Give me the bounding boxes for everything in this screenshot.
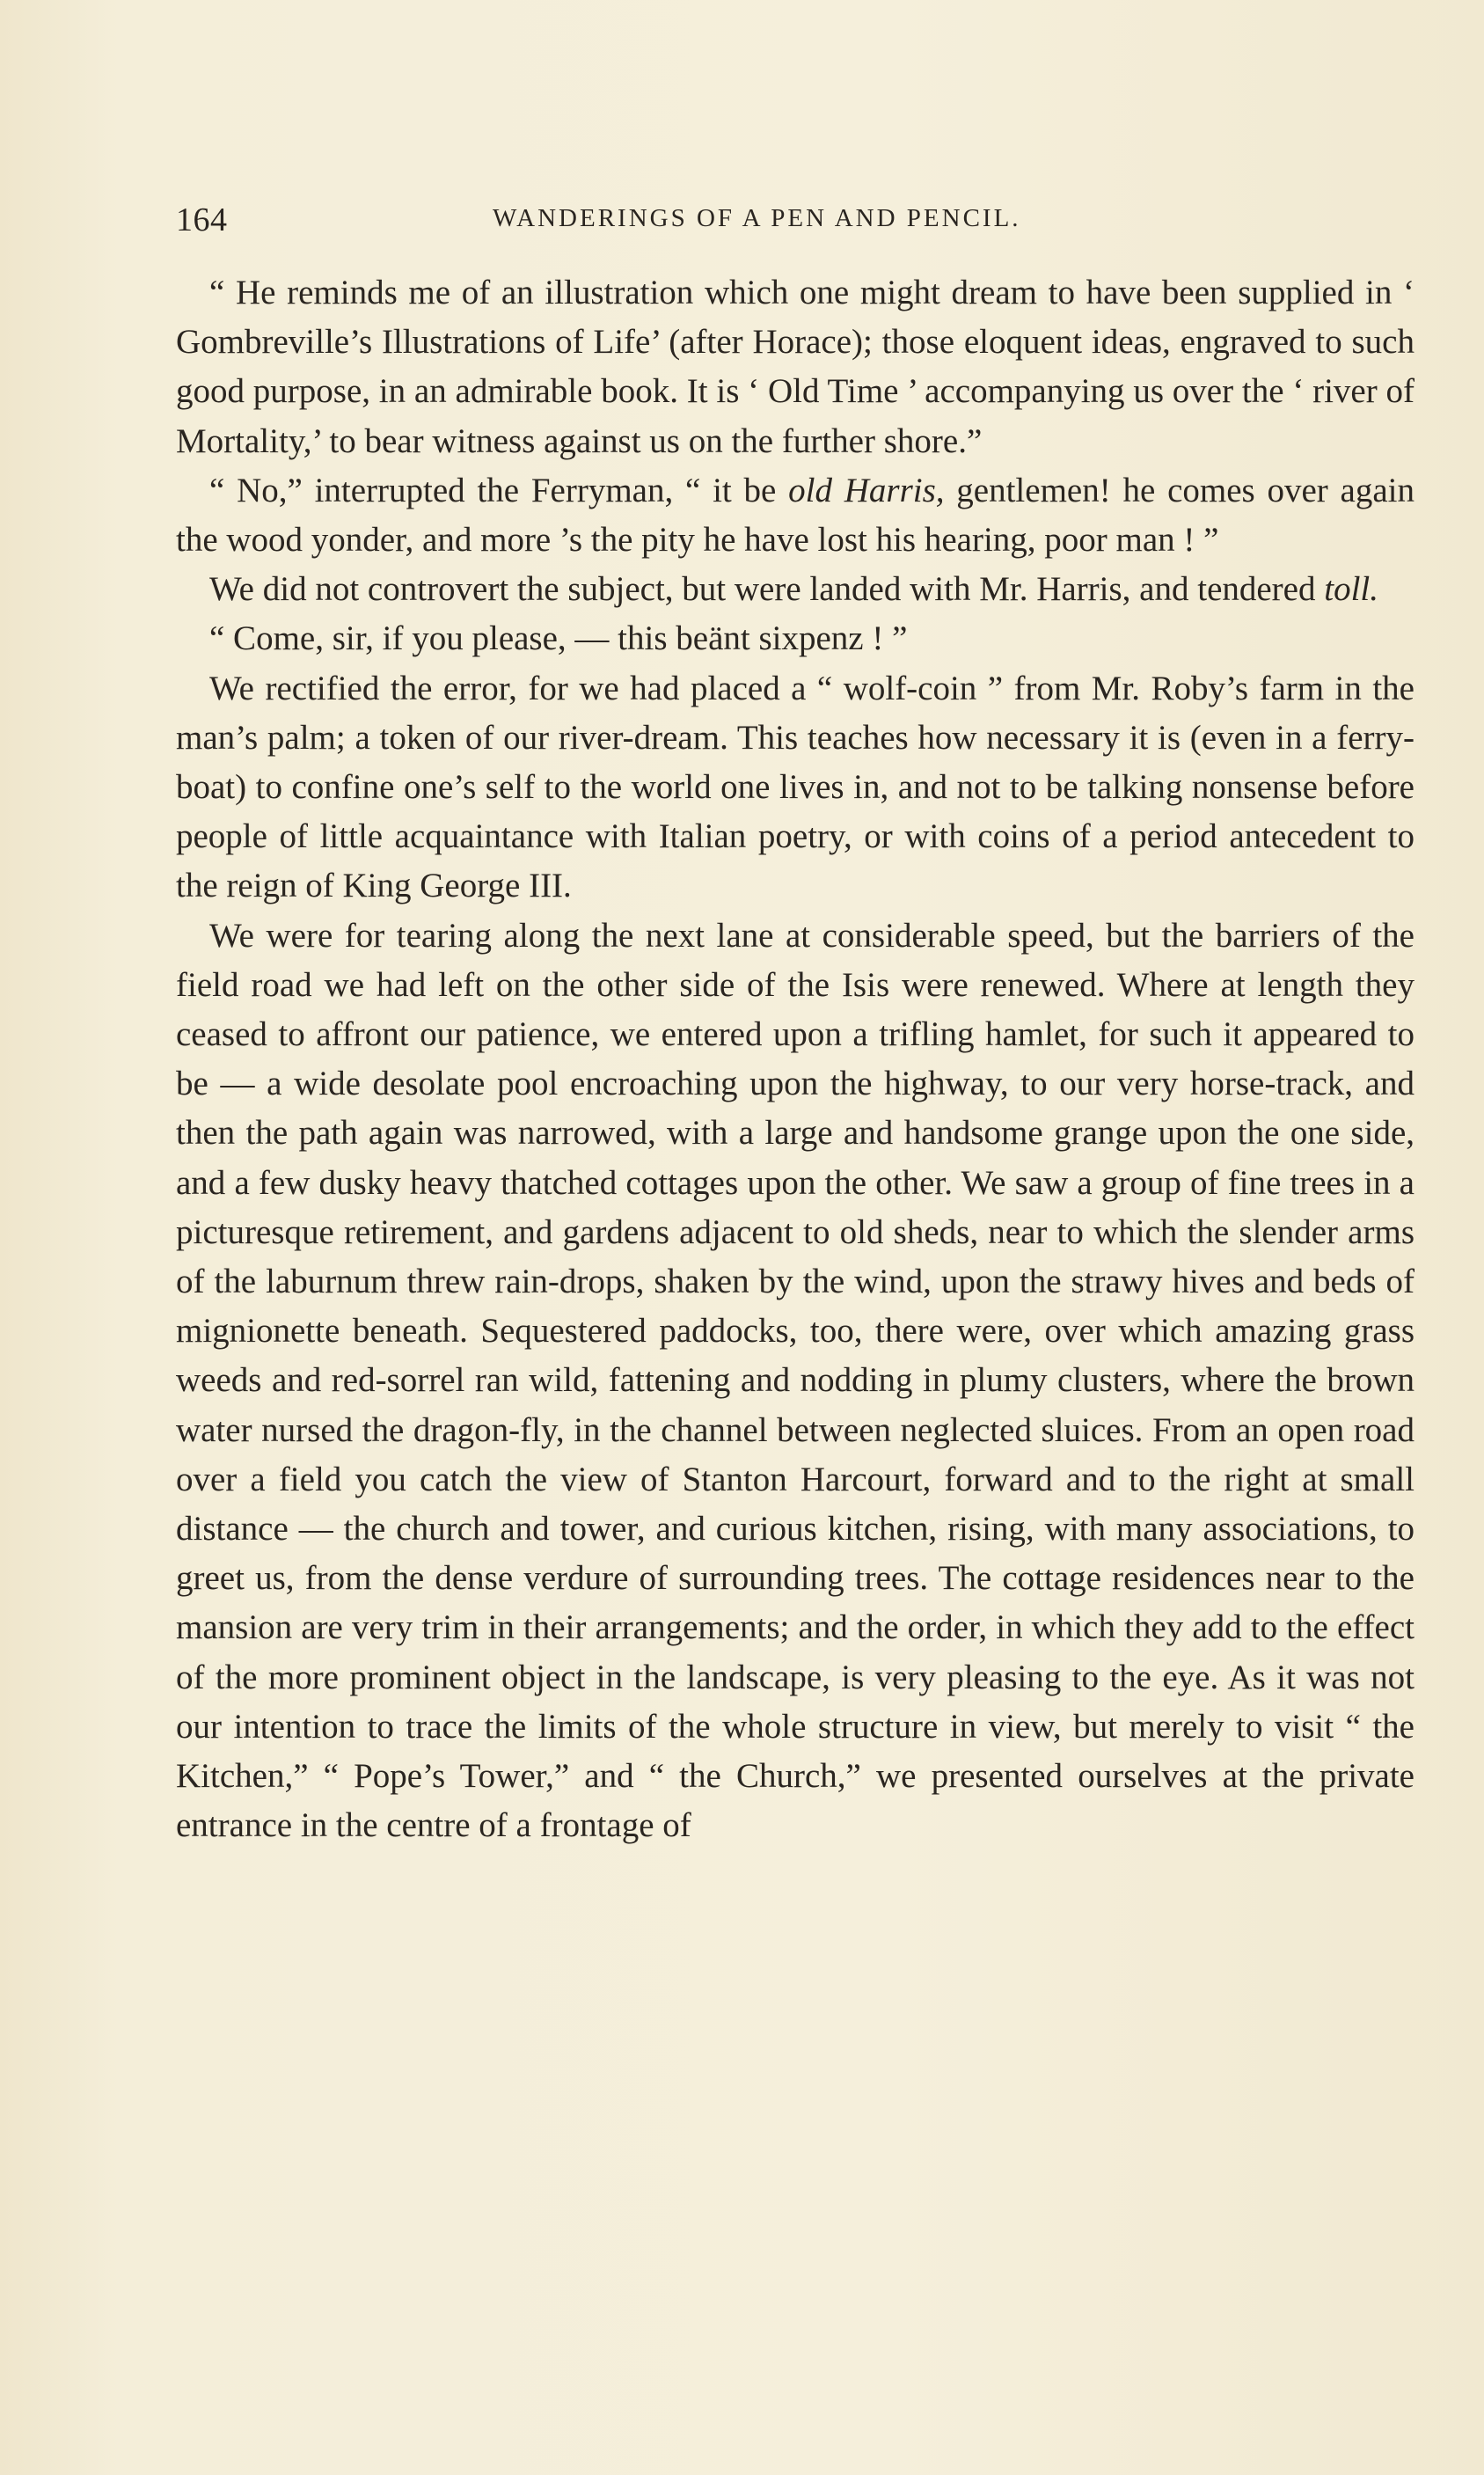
text-segment: “ He reminds me of an illustration which one might dream to have been supplied in ‘ Gombreville’s Illustrations of Life’ (after Horace); those eloquent ideas, engraved to such good purpose, in an admirable book. It is ‘ Old Time ’ accompanying us over the ‘ river of Mortality,’ to bear witness against us on the further shore.” bbox=[176, 274, 1415, 460]
paragraph-5 bbox=[176, 664, 1415, 912]
body-text bbox=[176, 268, 1415, 1851]
page-number: 164 bbox=[176, 201, 228, 238]
paragraph-3 bbox=[176, 565, 1415, 614]
text-segment: “ No,” interrupted the Ferryman, “ it be bbox=[209, 471, 789, 509]
paragraph-1 bbox=[176, 268, 1415, 466]
paragraph-2 bbox=[176, 466, 1415, 565]
text-segment: We were for tearing along the next lane at considerable speed, but the barriers of the field road we had left on the other side of the Isis were renewed. Where at length they ceased to affront our patience, we entered upon a trifling hamlet, for such it appeared to be — a wide desolate pool encroaching upon the highway, to our very horse-track, and then the path again was narrowed, with a large and handsome grange upon the one side, and a few dusky heavy thatched cottages upon the other. We saw a group of fine trees in a picturesque retirement, and gardens adjacent to old sheds, near to which the slender arms of the laburnum threw rain-drops, shaken by the wind, upon the strawy hives and beds of mignionette beneath. Sequestered paddocks, too, there were, over which amazing grass weeds and red-sorrel ran wild, fattening and nodding in plumy clusters, where the brown water nursed the dragon-fly, in the channel between neglected sluices. From an open road over a field you catch the view of Stanton Harcourt, forward and to the right at small distance — the church and tower, and curious kitchen, rising, with many associations, to greet us, from the dense verdure of surrounding trees. The cottage residences near to the mansion are very trim in their arrangements; and the order, in which they add to the effect of the more prominent object in the landscape, is very pleasing to the eye. As it was not our intention to trace the limits of the whole structure in view, but merely to visit “ the Kitchen,” “ Pope’s Tower,” and “ the Church,” we presented ourselves at the private entrance in the centre of a frontage of bbox=[176, 916, 1415, 1845]
text-segment: gentlemen! he comes over again the wood yonder, and more ’s the pity he have lost his hearing, poor man ! ” bbox=[176, 471, 1415, 560]
text-segment: “ Come, sir, if you please, — this beänt sixpenz ! ” bbox=[209, 619, 908, 658]
running-head bbox=[176, 201, 1151, 245]
paragraph-6 bbox=[176, 912, 1415, 1851]
italic-segment: old Harris, bbox=[788, 471, 945, 509]
italic-segment: toll. bbox=[1324, 570, 1378, 609]
running-title: WANDERINGS OF A PEN AND PENCIL. bbox=[493, 204, 1021, 232]
paragraph-4 bbox=[176, 614, 1415, 663]
text-segment: We did not controvert the subject, but were landed with Mr. Harris, and tendered bbox=[209, 570, 1325, 609]
text-segment: We rectified the error, for we had placed a “ wolf-coin ” from Mr. Roby’s farm in the man’s palm; a token of our river-dream. This teaches how necessary it is (even in a ferry-boat) to confine one’s self to the world one lives in, and not to be talking nonsense before people of little acquaintance with Italian poetry, or with coins of a period antecedent to the reign of King George III. bbox=[176, 669, 1415, 905]
